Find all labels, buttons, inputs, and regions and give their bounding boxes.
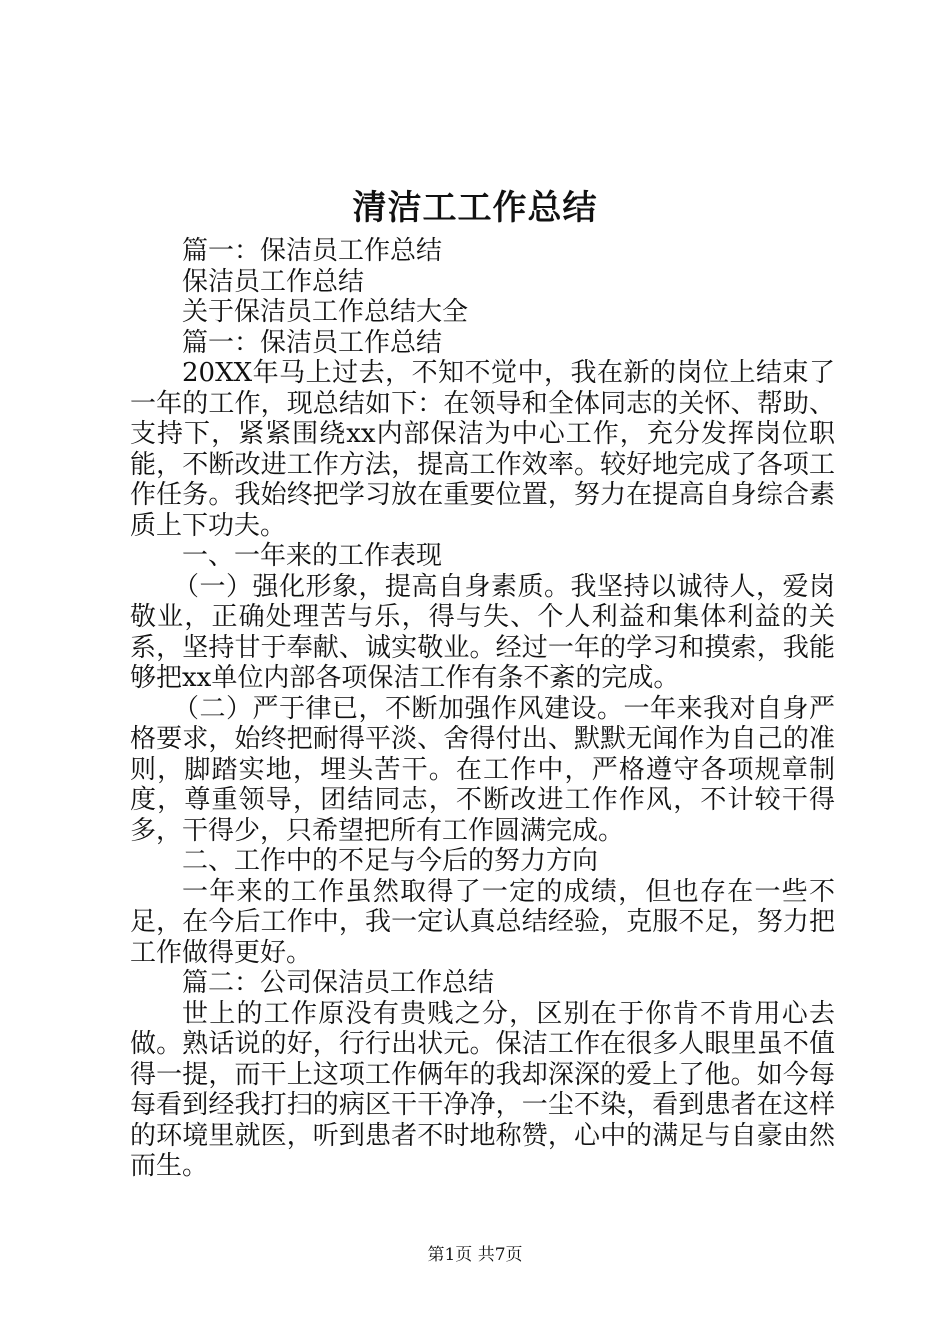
paragraph: （一）强化形象，提高自身素质。我坚持以诚待人，爱岗敬业，正确处理苦与乐，得与失、个人利益和集体利益的关系，坚持甘于奉献、诚实敬业。经过一年的学习和摸索，我能够把xx单位内部各项保洁工作有条不紊的完成。 (130, 571, 835, 693)
subtitle: 保洁员工作总结 (182, 266, 365, 297)
subtitle: 关于保洁员工作总结大全 (182, 297, 469, 327)
page-footer: 第1页 共7页 (427, 1245, 523, 1265)
document-body (130, 236, 835, 1182)
section-heading: 一、一年来的工作表现 (182, 541, 443, 571)
document-title: 清洁工工作总结 (352, 188, 598, 228)
section-heading: 二、工作中的不足与今后的努力方向 (182, 846, 599, 876)
section-heading: 篇二：公司保洁员工作总结 (182, 968, 495, 998)
paragraph: （二）严于律已，不断加强作风建设。一年来我对自身严格要求，始终把耐得平淡、舍得付出、默默无闻作为自己的准则，脚踏实地，埋头苦干。在工作中，严格遵守各项规章制度，尊重领导，团结同志，不断改进工作作风，不计较干得多，干得少，只希望把所有工作圆满完成。 (130, 693, 835, 846)
section-heading: 篇一：保洁员工作总结 (182, 236, 443, 266)
section-heading: 篇一：保洁员工作总结 (182, 327, 443, 358)
paragraph: 一年来的工作虽然取得了一定的成绩，但也存在一些不足，在今后工作中，我一定认真总结经验，克服不足，努力把工作做得更好。 (130, 876, 835, 968)
paragraph: 世上的工作原没有贵贱之分，区别在于你肯不肯用心去做。熟话说的好，行行出状元。保洁工作在很多人眼里虽不值得一提，而干上这项工作俩年的我却深深的爱上了他。如今每每看到经我打扫的病区干干净净，一尘不染，看到患者在这样的环境里就医，听到患者不时地称赞，心中的满足与自豪由然而生。 (130, 998, 835, 1181)
paragraph: 20XX年马上过去，不知不觉中，我在新的岗位上结束了一年的工作，现总结如下：在领导和全体同志的关怀、帮助、支持下，紧紧围绕xx内部保洁为中心工作，充分发挥岗位职能，不断改进工作方法，提高工作效率。较好地完成了各项工作任务。我始终把学习放在重要位置，努力在提高自身综合素质上下功夫。 (130, 358, 835, 541)
